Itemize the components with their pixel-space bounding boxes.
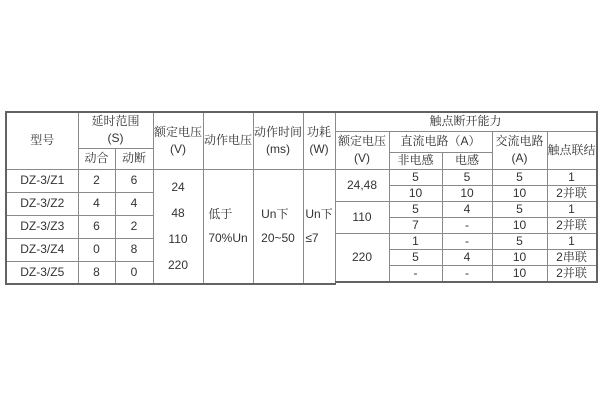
header-operate-voltage: 动作电压 [203,112,253,169]
header-model: 型号 [6,112,78,169]
header-contact-rated-voltage-unit: (V) [354,151,370,166]
header-dc-circuit: 直流电路（A） [389,131,492,152]
dc-non-inductive-cell: 5 [389,201,442,217]
dc-inductive-cell: 10 [442,185,492,201]
ac-cell: 10 [492,249,547,265]
header-power [303,112,335,169]
ac-cell: 10 [492,217,547,233]
header-contact-connection: 触点联结 [547,131,597,169]
relay-spec-table [5,111,598,285]
dc-non-inductive-cell: 1 [389,233,442,249]
delay-on-cell: 4 [78,192,115,215]
operate-voltage-cell [203,169,253,284]
header-power-unit: (W) [309,141,329,156]
delay-off-cell: 4 [115,192,153,215]
header-delay-range-label: 延时范围 [91,114,140,129]
voltage-group-cell: 110 [335,201,389,233]
rated-voltage-value: 48 [171,206,185,221]
delay-on-cell: 8 [78,261,115,284]
ac-cell: 10 [492,265,547,282]
model-cell: DZ-3/Z3 [6,215,78,238]
rated-voltage-value: 110 [168,232,188,247]
connection-cell: 1 [547,169,597,185]
ac-cell: 5 [492,169,547,185]
table-row [335,201,597,217]
delay-on-cell: 2 [78,169,115,192]
connection-cell: 2并联 [547,265,597,282]
voltage-group-cell: 24,48 [335,169,389,201]
delay-off-cell: 2 [115,215,153,238]
rated-voltage-values-cell [153,169,203,284]
header-normally-closed: 动断 [115,148,153,169]
voltage-group-cell: 220 [335,233,389,282]
connection-cell: 2并联 [547,217,597,233]
delay-off-cell: 0 [115,261,153,284]
header-power-label: 功耗 [306,124,331,139]
power-cell [303,169,335,284]
model-cell: DZ-3/Z4 [6,238,78,261]
ac-cell: 5 [492,233,547,249]
ac-cell: 5 [492,201,547,217]
operate-time-cell [253,169,303,284]
dc-inductive-cell: 5 [442,169,492,185]
dc-non-inductive-cell: 5 [389,169,442,185]
delay-on-cell: 0 [78,238,115,261]
header-normally-open: 动合 [78,148,115,169]
ac-cell: 10 [492,185,547,201]
model-cell: DZ-3/Z1 [6,169,78,192]
dc-inductive-cell: 4 [442,249,492,265]
rated-voltage-value: 24 [171,180,185,195]
dc-inductive-cell: 4 [442,201,492,217]
dc-non-inductive-cell: 10 [389,185,442,201]
header-delay-range [78,112,153,148]
power-line2: ≤7 [305,231,319,246]
header-rated-voltage-label: 额定电压 [153,124,202,139]
header-operate-time [253,112,303,169]
right-spec-table [335,111,598,283]
dc-inductive-cell: - [442,233,492,249]
dc-non-inductive-cell: 5 [389,249,442,265]
header-operate-time-label: 动作时间 [253,124,302,139]
dc-non-inductive-cell: 7 [389,217,442,233]
delay-off-cell: 6 [115,169,153,192]
header-ac-circuit-unit: (A) [511,151,528,166]
header-rated-voltage [153,112,203,169]
operate-time-line1: Un下 [261,207,289,222]
delay-on-cell: 6 [78,215,115,238]
left-spec-table [5,111,336,285]
header-rated-voltage-unit: (V) [170,141,186,156]
header-contact-rated-voltage [335,131,389,169]
header-non-inductive: 非电感 [389,152,442,169]
connection-cell: 2串联 [547,249,597,265]
table-row [335,169,597,185]
operate-voltage-line2: 70%Un [208,231,248,246]
connection-cell: 1 [547,201,597,217]
header-contact-rated-voltage-label: 额定电压 [337,134,386,149]
dc-inductive-cell: - [442,265,492,282]
delay-off-cell: 8 [115,238,153,261]
power-line1: Un下 [305,207,333,222]
rated-voltage-value: 220 [167,258,189,273]
operate-voltage-line1: 低于 [208,207,233,222]
model-cell: DZ-3/Z2 [6,192,78,215]
model-cell: DZ-3/Z5 [6,261,78,284]
connection-cell: 1 [547,233,597,249]
operate-time-line2: 20~50 [261,231,295,246]
header-inductive: 电感 [442,152,492,169]
header-ac-circuit-label: 交流电路 [495,134,544,149]
header-ac-circuit [492,131,547,169]
connection-cell: 2并联 [547,185,597,201]
table-row [335,233,597,249]
dc-non-inductive-cell: - [389,265,442,282]
header-delay-range-unit: (S) [107,131,124,146]
table-row [6,169,335,192]
header-operate-time-unit: (ms) [266,141,290,156]
contact-capacity-title: 触点断开能力 [335,112,597,131]
dc-inductive-cell: - [442,217,492,233]
